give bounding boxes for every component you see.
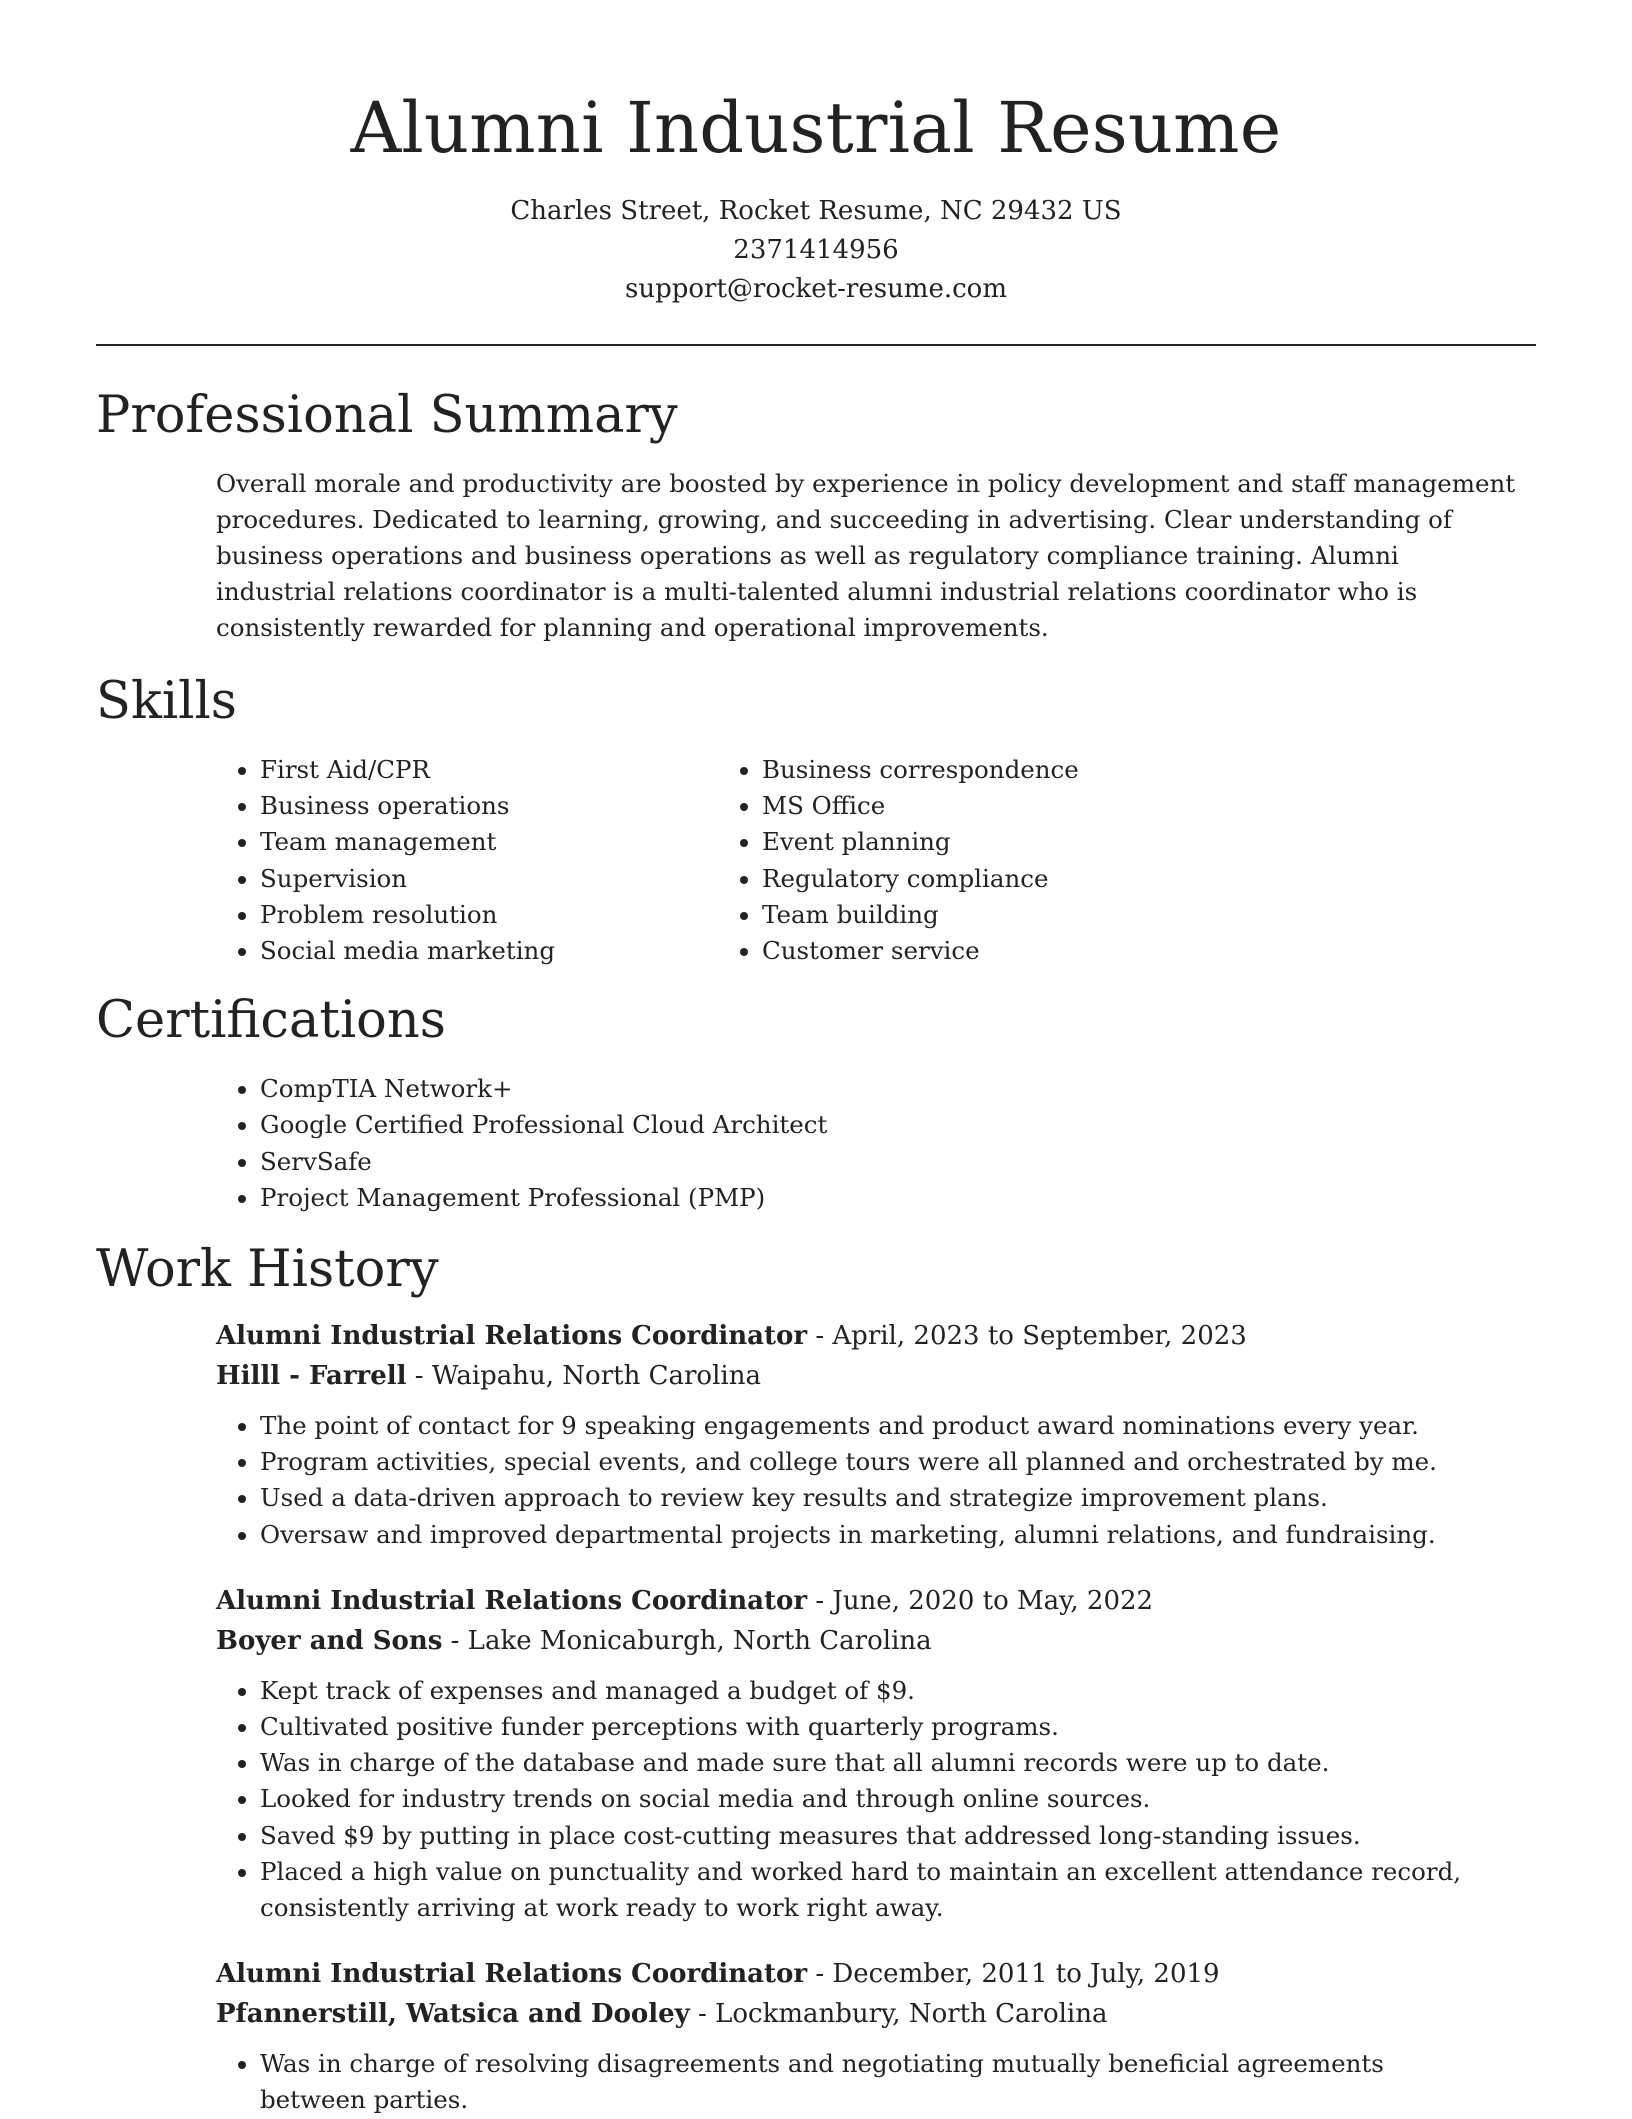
resume-header	[96, 0, 1536, 346]
job-bullet: • Kept track of expenses and managed a budget of $9.	[260, 1673, 1490, 1709]
job-company-line	[216, 1356, 1536, 1396]
certification-item: • ServSafe	[260, 1144, 1536, 1180]
skill-item: • Regulatory compliance	[762, 861, 1079, 897]
skills-columns	[96, 752, 1536, 969]
job-bullet: • Looked for industry trends on social media and through online sources.	[260, 1781, 1490, 1817]
skills-list-left	[96, 752, 746, 969]
job-bullets	[216, 2046, 1490, 2118]
job-bullets	[216, 1673, 1490, 1926]
job-company: Pfannerstill, Watsica and Dooley	[216, 1999, 690, 2030]
job-location: - Lake Monicaburgh, North Carolina	[442, 1625, 932, 1656]
job-company-line	[216, 1621, 1536, 1661]
job-bullet: • The point of contact for 9 speaking engagements and product award nominations every year.	[260, 1408, 1490, 1444]
contact-block	[96, 192, 1536, 309]
skill-item: • Social media marketing	[260, 933, 746, 969]
job-company: Hilll - Farrell	[216, 1361, 407, 1392]
header-divider	[96, 344, 1536, 346]
job-bullet: • Used a data-driven approach to review key results and strategize improvement plans.	[260, 1480, 1490, 1516]
summary-text: Overall morale and productivity are boosted by experience in policy development and staff management procedures. Dedicated to learning, growing, and succeeding in advertising. Clear understanding of business operations and business operations as well as regulatory compliance training. Alumni industrial relations coordinator is a multi-talented alumni industrial relations coordinator who is consistently rewarded for planning and operational improvements.	[216, 469, 1516, 642]
skill-item: • Business operations	[260, 788, 746, 824]
job-bullet: • Was in charge of the database and made sure that all alumni records were up to date.	[260, 1745, 1490, 1781]
job-bullet: • Saved $9 by putting in place cost-cutting measures that addressed long-standing issues.	[260, 1818, 1490, 1854]
job-bullets	[216, 1408, 1490, 1553]
job-bullet: • Cultivated positive funder perceptions with quarterly programs.	[260, 1709, 1490, 1745]
skill-item: • Supervision	[260, 861, 746, 897]
job-location: - Lockmanbury, North Carolina	[689, 1999, 1108, 2030]
job-bullet: • Program activities, special events, and college tours were all planned and orchestrated by me.	[260, 1444, 1490, 1480]
job-role: Alumni Industrial Relations Coordinator	[216, 1585, 808, 1616]
skill-item: • First Aid/CPR	[260, 752, 746, 788]
certifications-list	[96, 1071, 1536, 1216]
job-entry	[216, 1954, 1536, 2118]
job-location: - Waipahu, North Carolina	[406, 1361, 761, 1392]
skills-list-right	[748, 752, 1079, 969]
job-bullet: • Oversaw and improved departmental projects in marketing, alumni relations, and fundraising.	[260, 1517, 1490, 1553]
work-history-heading: Work History	[96, 1240, 439, 1300]
contact-address: Charles Street, Rocket Resume, NC 29432 US	[510, 196, 1122, 226]
job-title-line	[216, 1581, 1536, 1621]
job-entry	[216, 1316, 1536, 1553]
summary-heading: Professional Summary	[96, 386, 678, 445]
certification-item: • Project Management Professional (PMP)	[260, 1180, 1536, 1216]
job-entry	[216, 1581, 1536, 1926]
job-dates: - June, 2020 to May, 2022	[807, 1585, 1154, 1616]
skill-item: • MS Office	[762, 788, 1079, 824]
job-company: Boyer and Sons	[216, 1625, 443, 1656]
job-role: Alumni Industrial Relations Coordinator	[216, 1959, 808, 1990]
job-bullet: • Was in charge of resolving disagreements and negotiating mutually beneficial agreements between parties.	[260, 2046, 1490, 2118]
job-dates: - December, 2011 to July, 2019	[807, 1959, 1220, 1990]
skill-item: • Team building	[762, 897, 1079, 933]
skills-heading: Skills	[96, 672, 237, 731]
job-title-line	[216, 1316, 1536, 1356]
skill-item: • Customer service	[762, 933, 1079, 969]
skills-column-right	[748, 752, 1079, 969]
certification-item: • CompTIA Network+	[260, 1071, 1536, 1107]
resume-page	[96, 0, 1536, 2115]
job-title-line	[216, 1954, 1536, 1994]
job-role: Alumni Industrial Relations Coordinator	[216, 1321, 808, 1352]
skill-item: • Team management	[260, 824, 746, 860]
job-dates: - April, 2023 to September, 2023	[807, 1321, 1247, 1352]
skills-column-left	[96, 752, 746, 969]
job-bullet: • Placed a high value on punctuality and worked hard to maintain an excellent attendance record, consistently arriving at work ready to work right away.	[260, 1854, 1490, 1926]
skill-item: • Business correspondence	[762, 752, 1079, 788]
contact-email: support@rocket-resume.com	[624, 274, 1007, 304]
certification-item: • Google Certified Professional Cloud Architect	[260, 1107, 1536, 1143]
job-company-line	[216, 1994, 1536, 2034]
skill-item: • Problem resolution	[260, 897, 746, 933]
resume-name: Alumni Industrial Resume	[350, 87, 1282, 169]
certifications-heading: Certifications	[96, 991, 446, 1051]
skill-item: • Event planning	[762, 824, 1079, 860]
contact-phone: 2371414956	[733, 235, 899, 265]
